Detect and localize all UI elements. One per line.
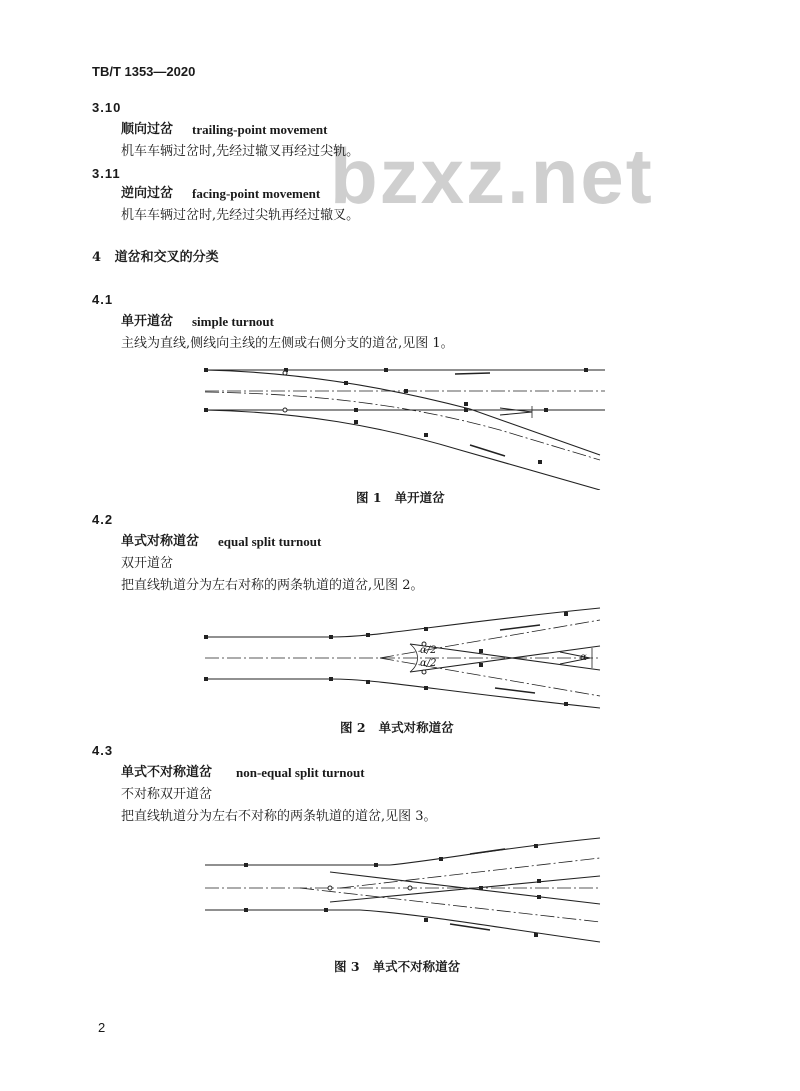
term-en-4-1: simple turnout — [192, 314, 274, 329]
figure-3-non-equal-split-turnout — [0, 830, 800, 950]
definition-3-11: 机车车辆过岔时,先经过尖轨再经过辙叉。 — [121, 208, 360, 223]
angle-label-alpha: α — [580, 652, 587, 663]
figure-2-equal-split-turnout — [0, 600, 800, 720]
angle-label-half-bottom: α/2 — [420, 658, 437, 669]
term-zh-3-11: 逆向过岔 — [121, 186, 174, 201]
term-zh-3-10: 顺向过岔 — [121, 122, 174, 137]
figure-2-caption: 图 2 单式对称道岔 — [340, 720, 454, 735]
section-heading-4: 4 道岔和交叉的分类 — [92, 250, 219, 265]
term-en-4-3: non-equal split turnout — [236, 765, 365, 780]
figure-3-caption: 图 3 单式不对称道岔 — [334, 959, 461, 974]
figure-1-caption: 图 1 单开道岔 — [356, 490, 445, 505]
clause-number-4-3: 4.3 — [92, 743, 114, 758]
watermark: bzxz.net — [330, 132, 654, 220]
figure-1-simple-turnout — [0, 360, 800, 490]
clause-number-4-1: 4.1 — [92, 292, 114, 307]
clause-number-3-11: 3.11 — [92, 166, 121, 181]
page-number: 2 — [98, 1020, 106, 1035]
alternative-term-4-3: 不对称双开道岔 — [121, 787, 213, 802]
term-en-3-11: facing-point movement — [192, 186, 321, 201]
clause-number-4-2: 4.2 — [92, 512, 114, 527]
term-zh-4-3: 单式不对称道岔 — [121, 765, 213, 780]
definition-4-2: 把直线轨道分为左右对称的两条轨道的道岔,见图 2。 — [121, 578, 424, 593]
document-id: TB/T 1353—2020 — [92, 64, 196, 79]
term-zh-4-2: 单式对称道岔 — [121, 534, 200, 549]
term-en-4-2: equal split turnout — [218, 534, 322, 549]
definition-4-1: 主线为直线,侧线向主线的左侧或右侧分支的道岔,见图 1。 — [121, 336, 454, 351]
definition-4-3: 把直线轨道分为左右不对称的两条轨道的道岔,见图 3。 — [121, 809, 437, 824]
angle-label-half-top: α/2 — [420, 645, 437, 656]
term-zh-4-1: 单开道岔 — [121, 314, 174, 329]
clause-number-3-10: 3.10 — [92, 100, 122, 115]
definition-3-10: 机车车辆过岔时,先经过辙叉再经过尖轨。 — [121, 144, 360, 159]
alternative-term-4-2: 双开道岔 — [121, 556, 174, 571]
term-en-3-10: trailing-point movement — [192, 122, 328, 137]
